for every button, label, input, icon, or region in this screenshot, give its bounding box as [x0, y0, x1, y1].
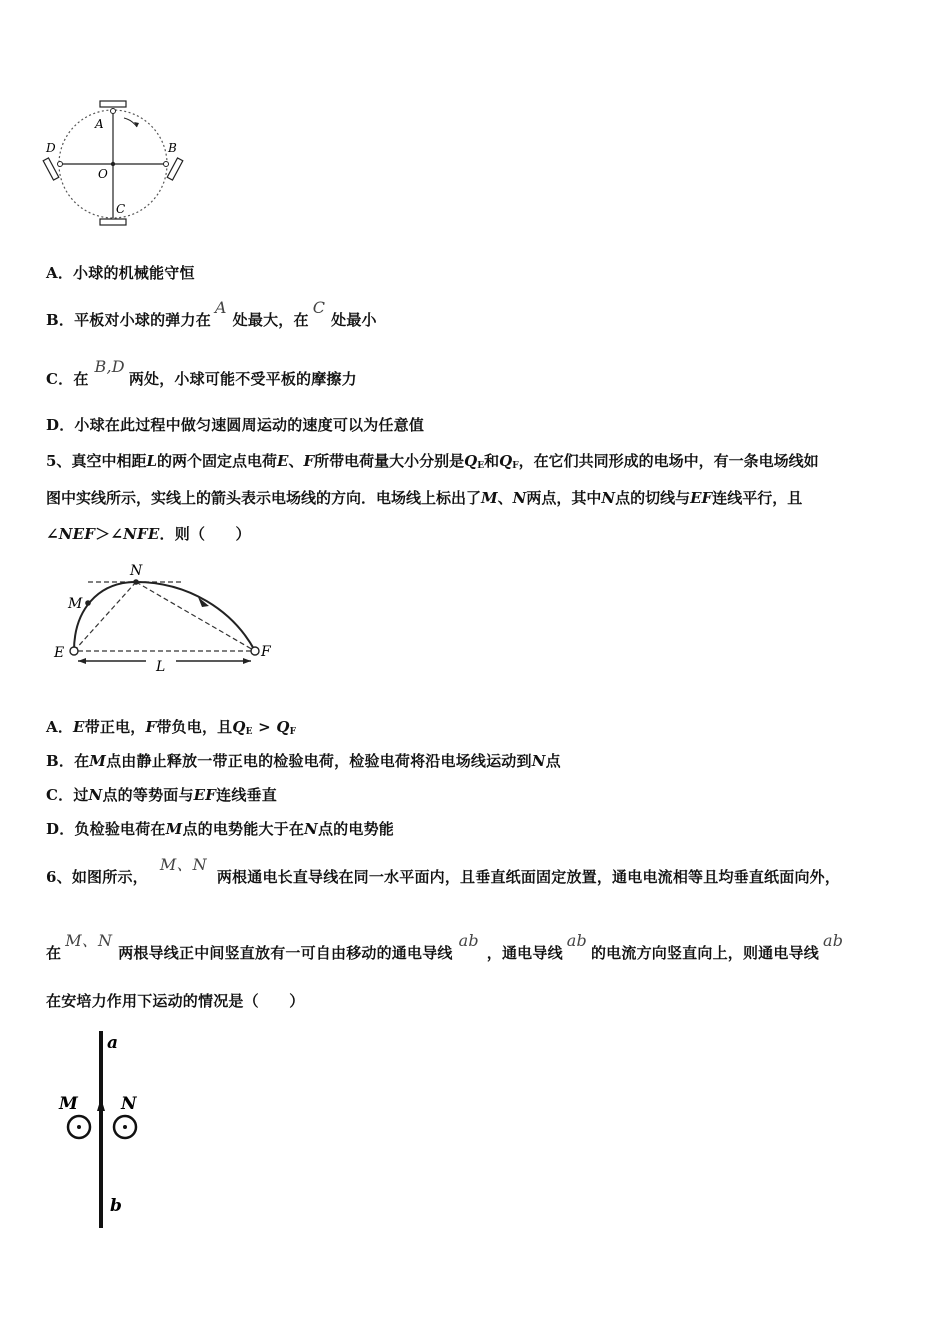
q6-stem-line-3: 在安培力作用下运动的情况是（ ）: [46, 992, 305, 1010]
charge-e: [70, 647, 78, 655]
option-text: 小球的机械能守恒: [73, 264, 195, 282]
option-label: A．: [46, 264, 74, 282]
math-var: M、N: [65, 931, 113, 950]
math-var: ab: [823, 931, 844, 950]
fig-label-d: D: [46, 141, 56, 155]
fig-label-l: L: [156, 659, 166, 675]
option-text: 小球在此过程中做匀速圆周运动的速度可以为任意值: [74, 416, 425, 434]
center-point: [111, 162, 115, 166]
math-var: C: [312, 298, 326, 317]
point-n: [133, 579, 139, 585]
option-text: 在: [73, 370, 89, 388]
question-number: 5、: [46, 452, 72, 470]
q6-stem-line-2: 在M、N两根导线正中间竖直放有一可自由移动的通电导线ab，通电导线ab的电流方向竖直向上，则通电导线ab: [46, 931, 844, 962]
option-text: 平板对小球的弹力在: [74, 311, 211, 329]
q6-stem-line-1: 6、如图所示，M、N两根通电长直导线在同一水平面内，且垂直纸面固定放置，通电电流相等且均垂直纸面向外，: [46, 855, 841, 886]
point-m: [85, 600, 91, 606]
q5-option-d: D．负检验电荷在M点的电势能大于在N点的电势能: [46, 820, 394, 838]
fig-label-n: N: [130, 563, 143, 579]
ball-left: [58, 162, 63, 167]
plate-top: [100, 101, 126, 107]
charge-f: [251, 647, 259, 655]
q4-figure: [40, 96, 190, 231]
ball-top: [111, 109, 116, 114]
fig-label-m: M: [59, 1094, 78, 1114]
fig-label-b: b: [110, 1196, 122, 1216]
plate-left: [43, 158, 59, 180]
fig-label-m: M: [68, 596, 83, 612]
q5-stem-line-1: 5、真空中相距L的两个固定点电荷E、F所带电荷量大小分别是$Q_E$和$Q_F$，在它们共同形成的电场中，有一条电场线如: [46, 452, 819, 471]
option-label: B．: [46, 311, 75, 329]
fig-label-n: N: [121, 1094, 137, 1114]
option-text: 处最小: [331, 311, 377, 329]
fig-label-a: a: [107, 1033, 119, 1053]
math-var: M、N: [159, 855, 207, 874]
field-line: [74, 582, 255, 651]
question-number: 6、: [46, 868, 72, 886]
dashed-ne: [74, 582, 136, 651]
q4-option-a: [46, 262, 195, 283]
math-var: B,D: [94, 357, 125, 376]
q5-stem-line-3: ∠NEF＞∠NFE．则（ ）: [46, 525, 251, 543]
q5-option-b: B．在M点由静止释放一带正电的检验电荷，检验电荷将沿电场线运动到N点: [46, 752, 561, 770]
q4-option-c: [46, 357, 357, 389]
option-text: 处最大，在: [232, 311, 309, 329]
q5-option-a: A．E带正电，F带负电，且$Q_E > Q_F$: [46, 718, 297, 737]
math-var: ab: [458, 931, 479, 950]
fig-label-e: E: [54, 645, 65, 661]
q5-stem-line-2: 图中实线所示，实线上的箭头表示电场线的方向．电场线上标出了M、N两点，其中N点的切线与EF连线平行，且: [46, 489, 803, 507]
math-var: A: [214, 298, 227, 317]
math-var: ab: [566, 931, 587, 950]
fig-label-c: C: [116, 202, 126, 216]
option-label: C．: [46, 370, 74, 388]
q4-option-d: [46, 414, 424, 435]
dashed-nf: [136, 582, 255, 651]
fig-label-o: O: [98, 167, 108, 181]
plate-right: [167, 158, 183, 180]
ball-right: [164, 162, 169, 167]
var-l: L: [146, 452, 157, 470]
option-text: 两处，小球可能不受平板的摩擦力: [128, 370, 357, 388]
fig-label-a: A: [95, 117, 104, 131]
plate-bottom: [100, 219, 126, 225]
q6-figure: [55, 1025, 165, 1235]
q4-option-b: [46, 298, 377, 330]
option-label: D．: [46, 416, 75, 434]
fig-label-b: B: [168, 141, 177, 155]
fig-label-f: F: [261, 644, 271, 660]
current-arrow: [97, 1098, 105, 1111]
q5-option-c: C．过N点的等势面与EF连线垂直: [46, 786, 277, 804]
q5-figure: [48, 560, 288, 678]
